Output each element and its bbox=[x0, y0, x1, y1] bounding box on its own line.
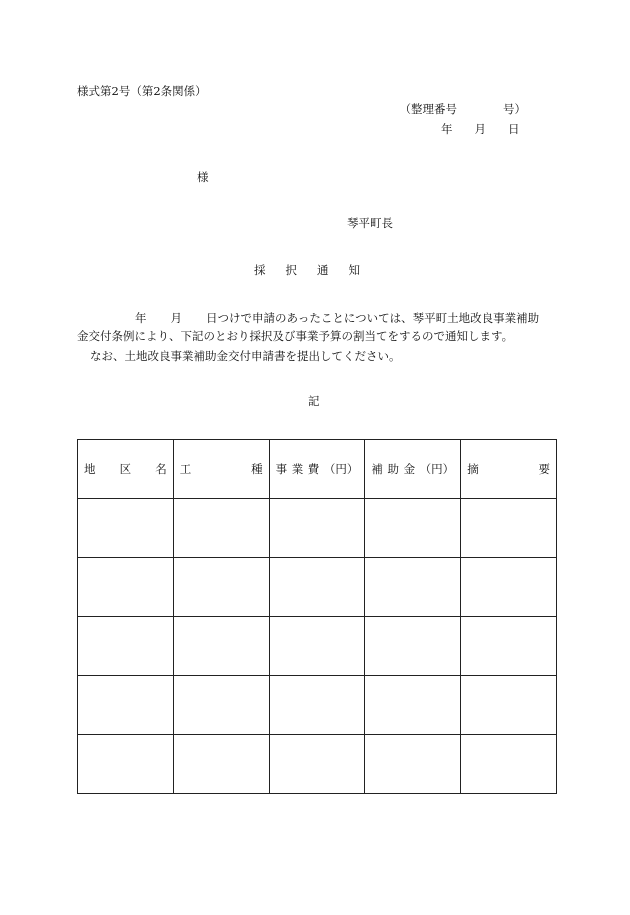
header-remarks: 摘 要 bbox=[461, 440, 557, 499]
table-cell[interactable] bbox=[461, 558, 557, 617]
title-char: 択 bbox=[285, 263, 297, 277]
title-char: 知 bbox=[348, 263, 360, 277]
table-cell[interactable] bbox=[365, 499, 461, 558]
table-row bbox=[78, 617, 557, 676]
table-cell[interactable] bbox=[173, 735, 269, 794]
table-body bbox=[78, 499, 557, 794]
table-row bbox=[78, 499, 557, 558]
table-cell[interactable] bbox=[78, 617, 174, 676]
subsidy-table-grid bbox=[77, 439, 557, 794]
form-number: 様式第2号（第2条関係） bbox=[77, 84, 207, 98]
title-char: 通 bbox=[317, 263, 329, 277]
body-text: 日つけで申請のあったことについては、琴平町土地改良事業補助 bbox=[206, 311, 540, 325]
body-paragraph-line: 金交付条例により、下記のとおり採択及び事業予算の割当てをするので通知します。 bbox=[77, 329, 514, 343]
table-cell[interactable] bbox=[269, 558, 365, 617]
table-cell[interactable] bbox=[365, 558, 461, 617]
header-subsidy-amount: 補 助 金 （円） bbox=[365, 440, 461, 499]
table-header-row bbox=[78, 440, 557, 499]
header-district: 地 区 名 bbox=[78, 440, 174, 499]
header-work-type: 工 種 bbox=[173, 440, 269, 499]
body-month: 月 bbox=[170, 311, 182, 325]
header-project-cost: 事 業 費 （円） bbox=[269, 440, 365, 499]
table-row bbox=[78, 676, 557, 735]
body-paragraph-line bbox=[77, 313, 539, 325]
table-row bbox=[78, 558, 557, 617]
recipient-honorific: 様 bbox=[197, 170, 209, 184]
table-cell[interactable] bbox=[173, 558, 269, 617]
table-cell[interactable] bbox=[365, 617, 461, 676]
date-day: 日 bbox=[508, 122, 520, 136]
ki-heading: 記 bbox=[308, 394, 320, 408]
table-cell[interactable] bbox=[461, 499, 557, 558]
table-cell[interactable] bbox=[173, 617, 269, 676]
table-cell[interactable] bbox=[78, 735, 174, 794]
document-title bbox=[254, 265, 360, 277]
table-cell[interactable] bbox=[173, 499, 269, 558]
date-line bbox=[441, 124, 520, 136]
body-year: 年 bbox=[135, 311, 147, 325]
table-cell[interactable] bbox=[365, 676, 461, 735]
title-char: 採 bbox=[254, 263, 266, 277]
table-cell[interactable] bbox=[461, 617, 557, 676]
table-cell[interactable] bbox=[461, 676, 557, 735]
table-cell[interactable] bbox=[78, 558, 174, 617]
table-cell[interactable] bbox=[78, 676, 174, 735]
subsidy-table bbox=[77, 439, 557, 789]
table-cell[interactable] bbox=[269, 617, 365, 676]
table-cell[interactable] bbox=[461, 735, 557, 794]
table-cell[interactable] bbox=[269, 676, 365, 735]
table-cell[interactable] bbox=[269, 735, 365, 794]
date-month: 月 bbox=[474, 122, 486, 136]
table-row bbox=[78, 735, 557, 794]
date-year: 年 bbox=[441, 122, 453, 136]
table-cell[interactable] bbox=[269, 499, 365, 558]
issuer-name: 琴平町長 bbox=[347, 216, 393, 230]
table-cell[interactable] bbox=[173, 676, 269, 735]
table-cell[interactable] bbox=[78, 499, 174, 558]
reference-number: （整理番号 号） bbox=[399, 102, 526, 116]
body-paragraph-line: なお、土地改良事業補助金交付申請書を提出してください。 bbox=[90, 349, 401, 363]
table-cell[interactable] bbox=[365, 735, 461, 794]
